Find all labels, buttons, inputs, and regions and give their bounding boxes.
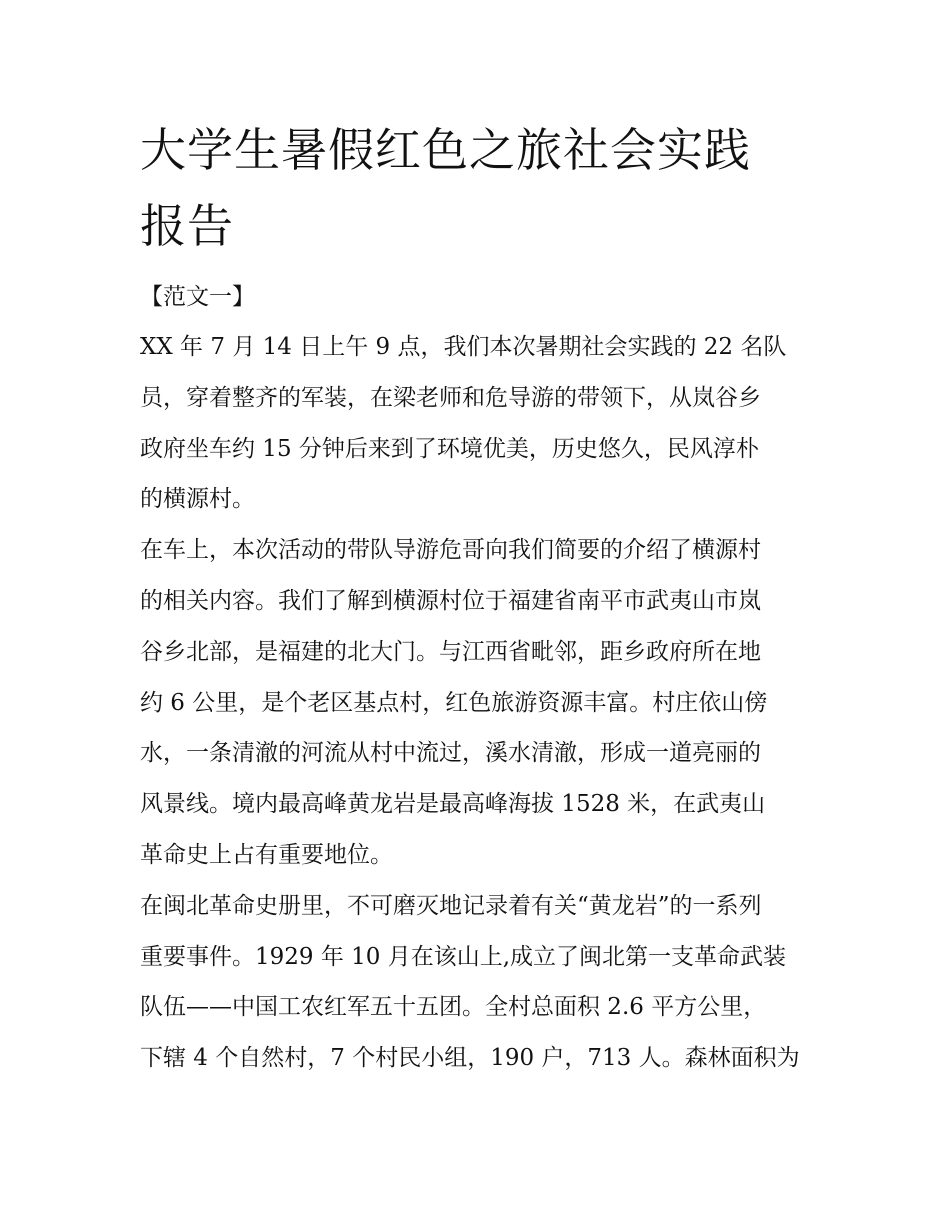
paragraph-1 bbox=[140, 322, 820, 525]
text-line: 员，穿着整齐的军装，在梁老师和危导游的带领下，从岚谷乡 bbox=[140, 384, 761, 411]
text-line: 重要事件。1929 年 10 月在该山上,成立了闽北第一支革命武装 bbox=[140, 943, 787, 970]
text-line: 队伍——中国工农红军五十五团。全村总面积 2.6 平方公里， bbox=[140, 994, 767, 1021]
paragraph-3 bbox=[140, 881, 820, 1084]
text-line: 水，一条清澈的河流从村中流过，溪水清澈，形成一道亮丽的 bbox=[140, 740, 761, 767]
text-line: 在车上，本次活动的带队导游危哥向我们简要的介绍了横源村 bbox=[140, 537, 761, 564]
text-line: XX 年 7 月 14 日上午 9 点，我们本次暑期社会实践的 22 名队 bbox=[140, 334, 787, 360]
document-title bbox=[140, 112, 820, 264]
document-page bbox=[140, 112, 820, 1084]
title-line: 大学生暑假红色之旅社会实践 bbox=[140, 123, 751, 177]
text-line: 革命史上占有重要地位。 bbox=[140, 841, 393, 868]
title-line: 报告 bbox=[140, 199, 234, 253]
text-line: 下辖 4 个自然村，7 个村民小组，190 户，713 人。森林面积为 bbox=[140, 1045, 800, 1072]
text-line: 在闽北革命史册里，不可磨灭地记录着有关“黄龙岩”的一系列 bbox=[140, 892, 762, 919]
text-line: 约 6 公里，是个老区基点村，红色旅游资源丰富。村庄依山傍 bbox=[140, 689, 768, 716]
section-label: 【范文一】 bbox=[140, 284, 255, 310]
text-line: 谷乡北部，是福建的北大门。与江西省毗邻，距乡政府所在地 bbox=[140, 638, 761, 665]
text-line: 风景线。境内最高峰黄龙岩是最高峰海拔 1528 米，在武夷山 bbox=[140, 791, 766, 818]
paragraph-2 bbox=[140, 525, 820, 881]
text-line: 政府坐车约 15 分钟后来到了环境优美，历史悠久，民风淳朴 bbox=[140, 435, 759, 462]
text-line: 的横源村。 bbox=[140, 486, 255, 513]
text-line: 的相关内容。我们了解到横源村位于福建省南平市武夷山市岚 bbox=[140, 587, 761, 614]
